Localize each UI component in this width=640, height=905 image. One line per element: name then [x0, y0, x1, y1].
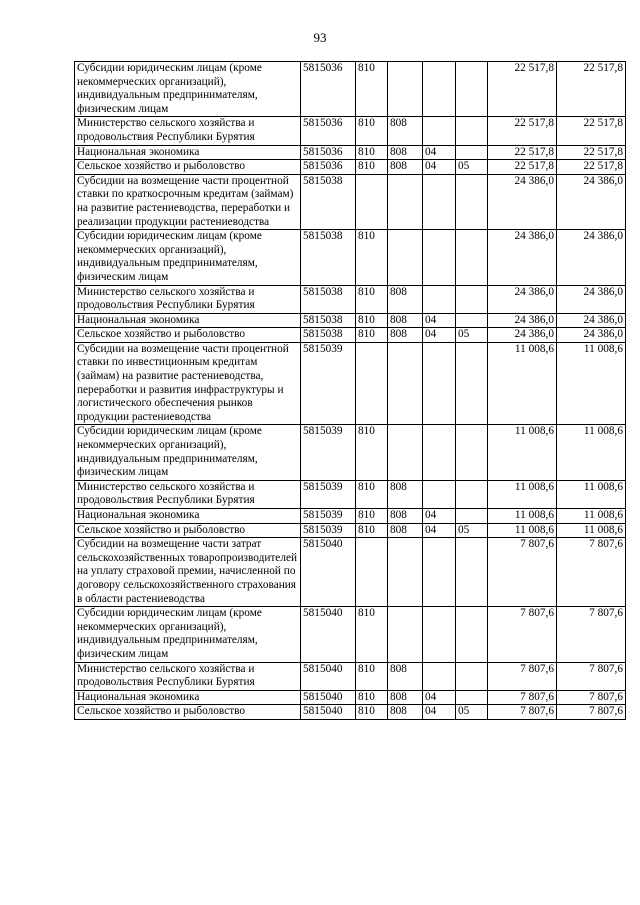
- ministry-code-cell: [388, 538, 423, 607]
- amount-year2-cell: 22 517,8: [557, 62, 626, 117]
- expense-type-cell: 810: [356, 607, 388, 662]
- subsection-cell: 05: [456, 705, 488, 720]
- table-row: [75, 523, 626, 538]
- section-cell: 04: [423, 160, 456, 175]
- table-row: [75, 174, 626, 229]
- amount-year1-cell: 7 807,6: [488, 607, 557, 662]
- section-cell: [423, 62, 456, 117]
- amount-year1-cell: 22 517,8: [488, 117, 557, 145]
- expense-type-cell: 810: [356, 313, 388, 328]
- target-article-cell: 5815039: [301, 523, 356, 538]
- expense-type-cell: 810: [356, 425, 388, 480]
- amount-year2-cell: 11 008,6: [557, 523, 626, 538]
- subsection-cell: [456, 662, 488, 690]
- ministry-code-cell: [388, 607, 423, 662]
- ministry-code-cell: 808: [388, 480, 423, 508]
- ministry-code-cell: 808: [388, 328, 423, 343]
- subsection-cell: [456, 145, 488, 160]
- section-cell: [423, 285, 456, 313]
- subsection-cell: [456, 285, 488, 313]
- target-article-cell: 5815040: [301, 690, 356, 705]
- table-row: [75, 62, 626, 117]
- expense-type-cell: 810: [356, 523, 388, 538]
- table-row: [75, 328, 626, 343]
- target-article-cell: 5815038: [301, 230, 356, 285]
- ministry-code-cell: 808: [388, 117, 423, 145]
- table-row: [75, 607, 626, 662]
- amount-year1-cell: 22 517,8: [488, 160, 557, 175]
- amount-year2-cell: 24 386,0: [557, 328, 626, 343]
- section-cell: [423, 480, 456, 508]
- amount-year2-cell: 7 807,6: [557, 538, 626, 607]
- amount-year1-cell: 7 807,6: [488, 662, 557, 690]
- row-name-cell: Субсидии юридическим лицам (кроме некоммерческих организаций), индивидуальным предпринимателям, физическим лицам: [75, 607, 301, 662]
- row-name-cell: Сельское хозяйство и рыболовство: [75, 328, 301, 343]
- table-row: [75, 230, 626, 285]
- expense-type-cell: 810: [356, 690, 388, 705]
- table-row: [75, 690, 626, 705]
- section-cell: 04: [423, 509, 456, 524]
- expense-type-cell: 810: [356, 328, 388, 343]
- target-article-cell: 5815039: [301, 342, 356, 425]
- subsection-cell: 05: [456, 523, 488, 538]
- subsection-cell: [456, 230, 488, 285]
- amount-year2-cell: 24 386,0: [557, 174, 626, 229]
- subsection-cell: [456, 62, 488, 117]
- table-row: [75, 145, 626, 160]
- amount-year1-cell: 11 008,6: [488, 480, 557, 508]
- section-cell: [423, 607, 456, 662]
- amount-year2-cell: 24 386,0: [557, 313, 626, 328]
- ministry-code-cell: 808: [388, 523, 423, 538]
- row-name-cell: Субсидии на возмещение части затрат сельскохозяйственных товаропроизводителей на уплату страховой премии, начисленной по договору сельскохозяйственного страхования в области растениеводства: [75, 538, 301, 607]
- amount-year1-cell: 11 008,6: [488, 523, 557, 538]
- ministry-code-cell: [388, 62, 423, 117]
- table-row: [75, 538, 626, 607]
- table-row: [75, 117, 626, 145]
- amount-year1-cell: 7 807,6: [488, 538, 557, 607]
- subsection-cell: [456, 174, 488, 229]
- ministry-code-cell: 808: [388, 662, 423, 690]
- row-name-cell: Национальная экономика: [75, 509, 301, 524]
- ministry-code-cell: [388, 342, 423, 425]
- amount-year1-cell: 22 517,8: [488, 145, 557, 160]
- subsection-cell: 05: [456, 160, 488, 175]
- target-article-cell: 5815039: [301, 509, 356, 524]
- subsection-cell: [456, 313, 488, 328]
- amount-year1-cell: 24 386,0: [488, 328, 557, 343]
- target-article-cell: 5815036: [301, 160, 356, 175]
- amount-year2-cell: 7 807,6: [557, 607, 626, 662]
- amount-year2-cell: 7 807,6: [557, 705, 626, 720]
- section-cell: 04: [423, 145, 456, 160]
- row-name-cell: Субсидии юридическим лицам (кроме некоммерческих организаций), индивидуальным предпринимателям, физическим лицам: [75, 62, 301, 117]
- table-row: [75, 313, 626, 328]
- ministry-code-cell: 808: [388, 690, 423, 705]
- section-cell: 04: [423, 313, 456, 328]
- target-article-cell: 5815038: [301, 174, 356, 229]
- table-row: [75, 480, 626, 508]
- ministry-code-cell: [388, 425, 423, 480]
- expense-type-cell: 810: [356, 230, 388, 285]
- target-article-cell: 5815039: [301, 425, 356, 480]
- target-article-cell: 5815040: [301, 538, 356, 607]
- ministry-code-cell: 808: [388, 509, 423, 524]
- amount-year1-cell: 22 517,8: [488, 62, 557, 117]
- ministry-code-cell: 808: [388, 313, 423, 328]
- subsection-cell: [456, 538, 488, 607]
- subsection-cell: [456, 509, 488, 524]
- amount-year2-cell: 24 386,0: [557, 285, 626, 313]
- amount-year2-cell: 7 807,6: [557, 690, 626, 705]
- section-cell: [423, 174, 456, 229]
- expense-type-cell: 810: [356, 509, 388, 524]
- target-article-cell: 5815036: [301, 117, 356, 145]
- target-article-cell: 5815040: [301, 705, 356, 720]
- amount-year2-cell: 22 517,8: [557, 160, 626, 175]
- section-cell: [423, 342, 456, 425]
- row-name-cell: Сельское хозяйство и рыболовство: [75, 160, 301, 175]
- target-article-cell: 5815038: [301, 328, 356, 343]
- amount-year1-cell: 11 008,6: [488, 509, 557, 524]
- ministry-code-cell: [388, 230, 423, 285]
- amount-year2-cell: 22 517,8: [557, 145, 626, 160]
- expense-type-cell: 810: [356, 117, 388, 145]
- table-row: [75, 662, 626, 690]
- expense-type-cell: 810: [356, 480, 388, 508]
- section-cell: 04: [423, 328, 456, 343]
- amount-year1-cell: 24 386,0: [488, 285, 557, 313]
- ministry-code-cell: 808: [388, 705, 423, 720]
- expense-type-cell: [356, 538, 388, 607]
- target-article-cell: 5815040: [301, 607, 356, 662]
- target-article-cell: 5815036: [301, 62, 356, 117]
- ministry-code-cell: 808: [388, 285, 423, 313]
- expense-type-cell: 810: [356, 285, 388, 313]
- amount-year1-cell: 7 807,6: [488, 705, 557, 720]
- row-name-cell: Сельское хозяйство и рыболовство: [75, 523, 301, 538]
- section-cell: [423, 230, 456, 285]
- section-cell: 04: [423, 705, 456, 720]
- page-number: 93: [313, 30, 327, 45]
- amount-year2-cell: 11 008,6: [557, 480, 626, 508]
- expense-type-cell: 810: [356, 62, 388, 117]
- expense-type-cell: [356, 174, 388, 229]
- amount-year2-cell: 11 008,6: [557, 509, 626, 524]
- budget-table: [74, 61, 626, 720]
- amount-year2-cell: 11 008,6: [557, 342, 626, 425]
- table-row: [75, 342, 626, 425]
- subsection-cell: 05: [456, 328, 488, 343]
- ministry-code-cell: 808: [388, 160, 423, 175]
- row-name-cell: Национальная экономика: [75, 313, 301, 328]
- ministry-code-cell: [388, 174, 423, 229]
- row-name-cell: Субсидии юридическим лицам (кроме некоммерческих организаций), индивидуальным предпринимателям, физическим лицам: [75, 425, 301, 480]
- section-cell: [423, 662, 456, 690]
- target-article-cell: 5815038: [301, 313, 356, 328]
- expense-type-cell: 810: [356, 145, 388, 160]
- section-cell: [423, 425, 456, 480]
- section-cell: [423, 538, 456, 607]
- target-article-cell: 5815040: [301, 662, 356, 690]
- subsection-cell: [456, 342, 488, 425]
- row-name-cell: Субсидии на возмещение части процентной ставки по инвестиционным кредитам (займам) на развитие растениеводства, переработки и развития инфраструктуры и логистического обеспечения рынков продукции растениеводства: [75, 342, 301, 425]
- amount-year1-cell: 24 386,0: [488, 174, 557, 229]
- table-row: [75, 425, 626, 480]
- amount-year1-cell: 7 807,6: [488, 690, 557, 705]
- expense-type-cell: 810: [356, 705, 388, 720]
- subsection-cell: [456, 425, 488, 480]
- row-name-cell: Субсидии юридическим лицам (кроме некоммерческих организаций), индивидуальным предпринимателям, физическим лицам: [75, 230, 301, 285]
- amount-year2-cell: 11 008,6: [557, 425, 626, 480]
- subsection-cell: [456, 690, 488, 705]
- section-cell: 04: [423, 523, 456, 538]
- table-row: [75, 705, 626, 720]
- budget-table-body: [75, 62, 626, 720]
- expense-type-cell: 810: [356, 160, 388, 175]
- table-row: [75, 509, 626, 524]
- table-row: [75, 160, 626, 175]
- amount-year2-cell: 22 517,8: [557, 117, 626, 145]
- row-name-cell: Министерство сельского хозяйства и продовольствия Республики Бурятия: [75, 480, 301, 508]
- expense-type-cell: 810: [356, 662, 388, 690]
- row-name-cell: Субсидии на возмещение части процентной ставки по краткосрочным кредитам (займам) на развитие растениеводства, переработки и реализации продукции растениеводства: [75, 174, 301, 229]
- ministry-code-cell: 808: [388, 145, 423, 160]
- target-article-cell: 5815038: [301, 285, 356, 313]
- row-name-cell: Национальная экономика: [75, 145, 301, 160]
- amount-year2-cell: 7 807,6: [557, 662, 626, 690]
- section-cell: 04: [423, 690, 456, 705]
- amount-year1-cell: 24 386,0: [488, 313, 557, 328]
- target-article-cell: 5815039: [301, 480, 356, 508]
- row-name-cell: Министерство сельского хозяйства и продовольствия Республики Бурятия: [75, 117, 301, 145]
- table-row: [75, 285, 626, 313]
- expense-type-cell: [356, 342, 388, 425]
- row-name-cell: Сельское хозяйство и рыболовство: [75, 705, 301, 720]
- subsection-cell: [456, 607, 488, 662]
- amount-year1-cell: 11 008,6: [488, 425, 557, 480]
- section-cell: [423, 117, 456, 145]
- subsection-cell: [456, 117, 488, 145]
- row-name-cell: Министерство сельского хозяйства и продовольствия Республики Бурятия: [75, 285, 301, 313]
- row-name-cell: Министерство сельского хозяйства и продовольствия Республики Бурятия: [75, 662, 301, 690]
- subsection-cell: [456, 480, 488, 508]
- row-name-cell: Национальная экономика: [75, 690, 301, 705]
- target-article-cell: 5815036: [301, 145, 356, 160]
- amount-year1-cell: 11 008,6: [488, 342, 557, 425]
- amount-year1-cell: 24 386,0: [488, 230, 557, 285]
- amount-year2-cell: 24 386,0: [557, 230, 626, 285]
